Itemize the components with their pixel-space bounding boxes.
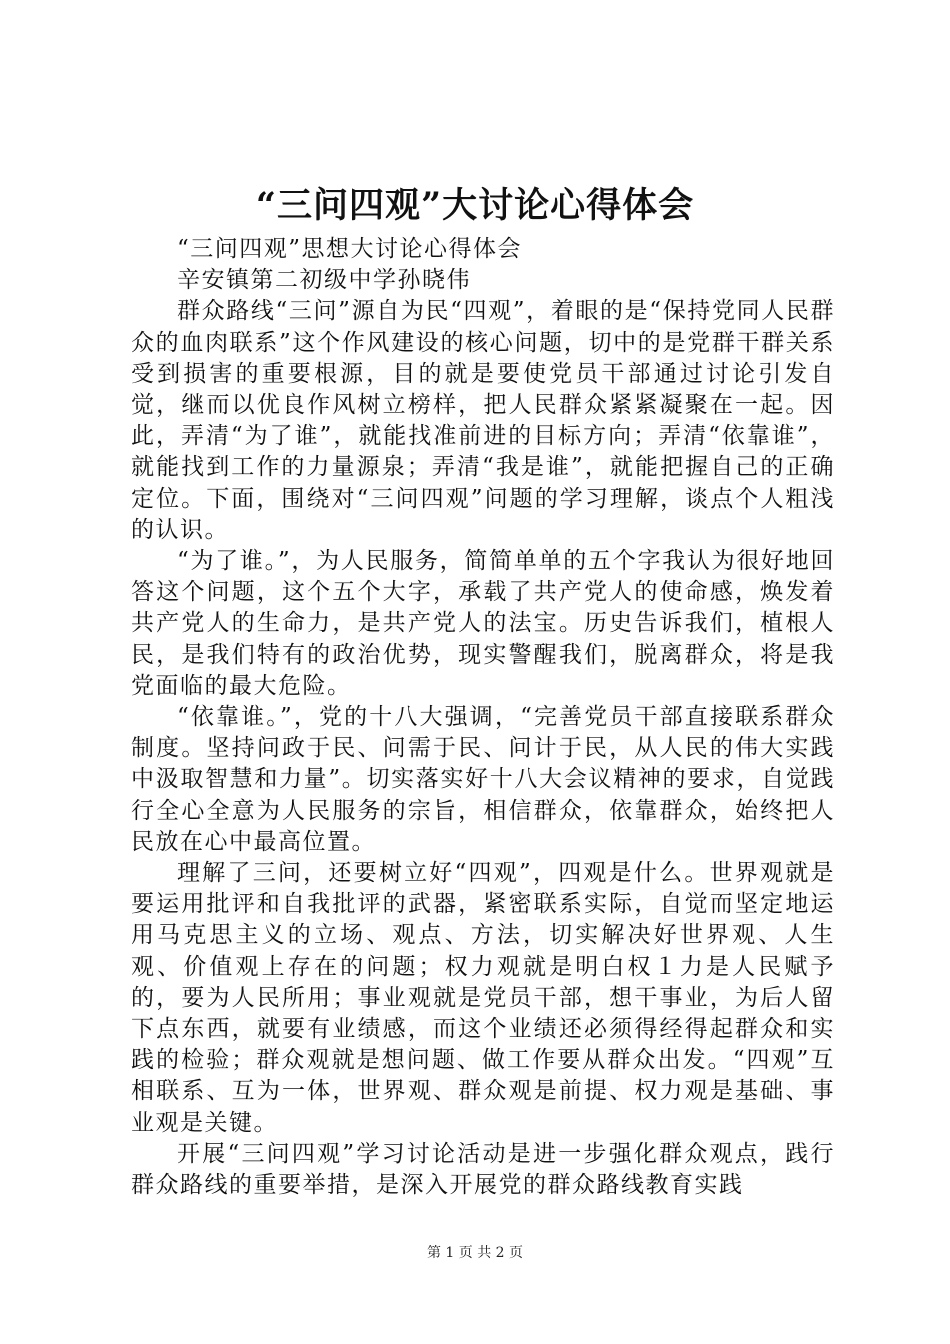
document-body [131,234,835,1201]
body-paragraph: 理解了三问，还要树立好“四观”，四观是什么。世界观就是要运用批评和自我批评的武器，紧密联系实际，自觉而坚定地运用马克思主义的立场、观点、方法，切实解决好世界观、人生观、价值观上存在的问题；权力观就是明白权１力是人民赋予的，要为人民所用；事业观就是党员干部，想干事业，为后人留下点东西，就要有业绩感，而这个业绩还必须得经得起群众和实践的检验；群众观就是想问题、做工作要从群众出发。“四观”互相联系、互为一体，世界观、群众观是前提、权力观是基础、事业观是关键。 [131,860,835,1136]
body-paragraph: “依靠谁。”，党的十八大强调，“完善党员干部直接联系群众制度。坚持问政于民、问需于民、问计于民，从人民的伟大实践中汲取智慧和力量”。切实落实好十八大会议精神的要求，自觉践行全心全意为人民服务的宗旨，相信群众，依靠群众，始终把人民放在心中最高位置。 [131,704,835,855]
subtitle-paragraph: “三问四观”思想大讨论心得体会 [177,236,523,262]
page-number-footer: 第 1 页 共 2 页 [426,1245,524,1261]
body-paragraph: 群众路线“三问”源自为民“四观”，着眼的是“保持党同人民群众的血肉联系”这个作风建设的核心问题，切中的是党群干群关系受到损害的重要根源，目的就是要使党员干部通过讨论引发自觉，继而以优良作风树立榜样，把人民群众紧紧凝聚在一起。因此，弄清“为了谁”，就能找准前进的目标方向；弄清“依靠谁”，就能找到工作的力量源泉；弄清“我是谁”，就能把握自己的正确定位。下面，围绕对“三问四观”问题的学习理解，谈点个人粗浅的认识。 [131,298,835,543]
body-paragraph: 开展“三问四观”学习讨论活动是进一步强化群众观点，践行群众路线的重要举措，是深入开展党的群众路线教育实践 [131,1140,835,1199]
document-title: “三问四观”大讨论心得体会 [255,185,695,226]
author-line: 辛安镇第二初级中学孙晓伟 [177,267,471,294]
body-paragraph: “为了谁。”，为人民服务，简简单单的五个字我认为很好地回答这个问题，这个五个大字，承载了共产党人的使命感，焕发着共产党人的生命力，是共产党人的法宝。历史告诉我们，植根人民，是我们特有的政治优势，现实警醒我们，脱离群众，将是我党面临的最大危险。 [131,548,835,699]
